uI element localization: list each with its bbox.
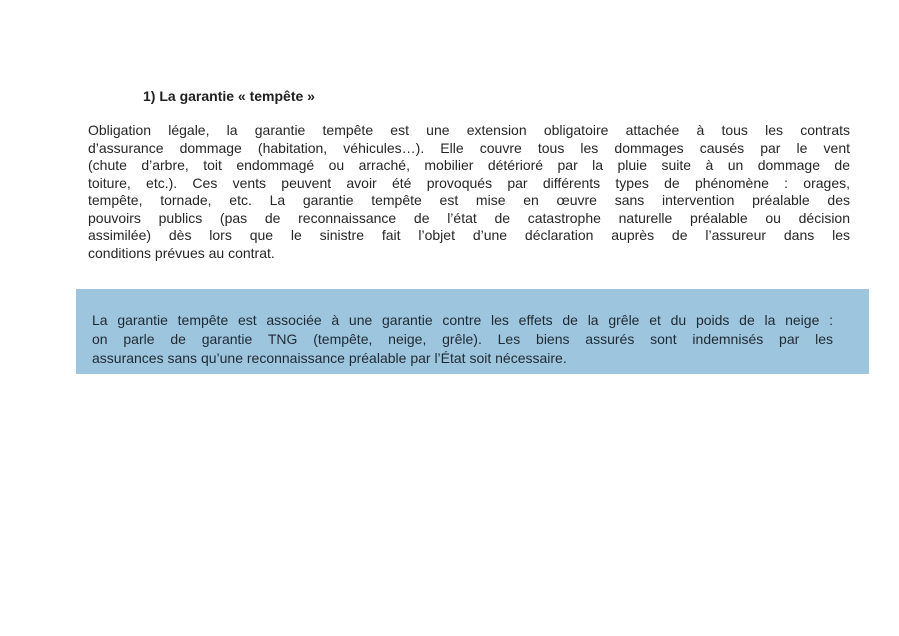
highlight-box <box>76 289 869 374</box>
body-paragraph <box>88 122 850 262</box>
paragraph-line: conditions prévues au contrat. <box>88 244 275 261</box>
highlight-line: La garantie tempête est associée à une garantie contre les effets de la grêle et du poids de la neige : <box>92 312 833 328</box>
paragraph-line: pouvoirs publics (pas de reconnaissance de l’état de catastrophe naturelle préalable ou décision <box>88 209 850 226</box>
highlight-text <box>92 311 833 368</box>
paragraph-line: assimilée) dès lors que le sinistre fait l’objet d’une déclaration auprès de l’assureur dans les <box>88 227 850 243</box>
section-heading: 1) La garantie « tempête » <box>143 88 315 104</box>
paragraph-line: Obligation légale, la garantie tempête est une extension obligatoire attachée à tous les contrats <box>88 122 850 138</box>
highlight-line: assurances sans qu’une reconnaissance préalable par l’État soit nécessaire. <box>92 350 567 366</box>
paragraph-line: toiture, etc.). Ces vents peuvent avoir été provoqués par différents types de phénomène : orages, <box>88 174 850 191</box>
paragraph-line: tempête, tornade, etc. La garantie tempête est mise en œuvre sans intervention préalable des <box>88 192 850 208</box>
paragraph-line: d’assurance dommage (habitation, véhicules…). Elle couvre tous les dommages causés par le vent <box>88 139 850 156</box>
paragraph-line: (chute d’arbre, toit endommagé ou arraché, mobilier détérioré par la pluie suite à un dommage de <box>88 157 850 173</box>
highlight-line: on parle de garantie TNG (tempête, neige, grêle). Les biens assurés sont indemnisés par les <box>92 331 833 347</box>
